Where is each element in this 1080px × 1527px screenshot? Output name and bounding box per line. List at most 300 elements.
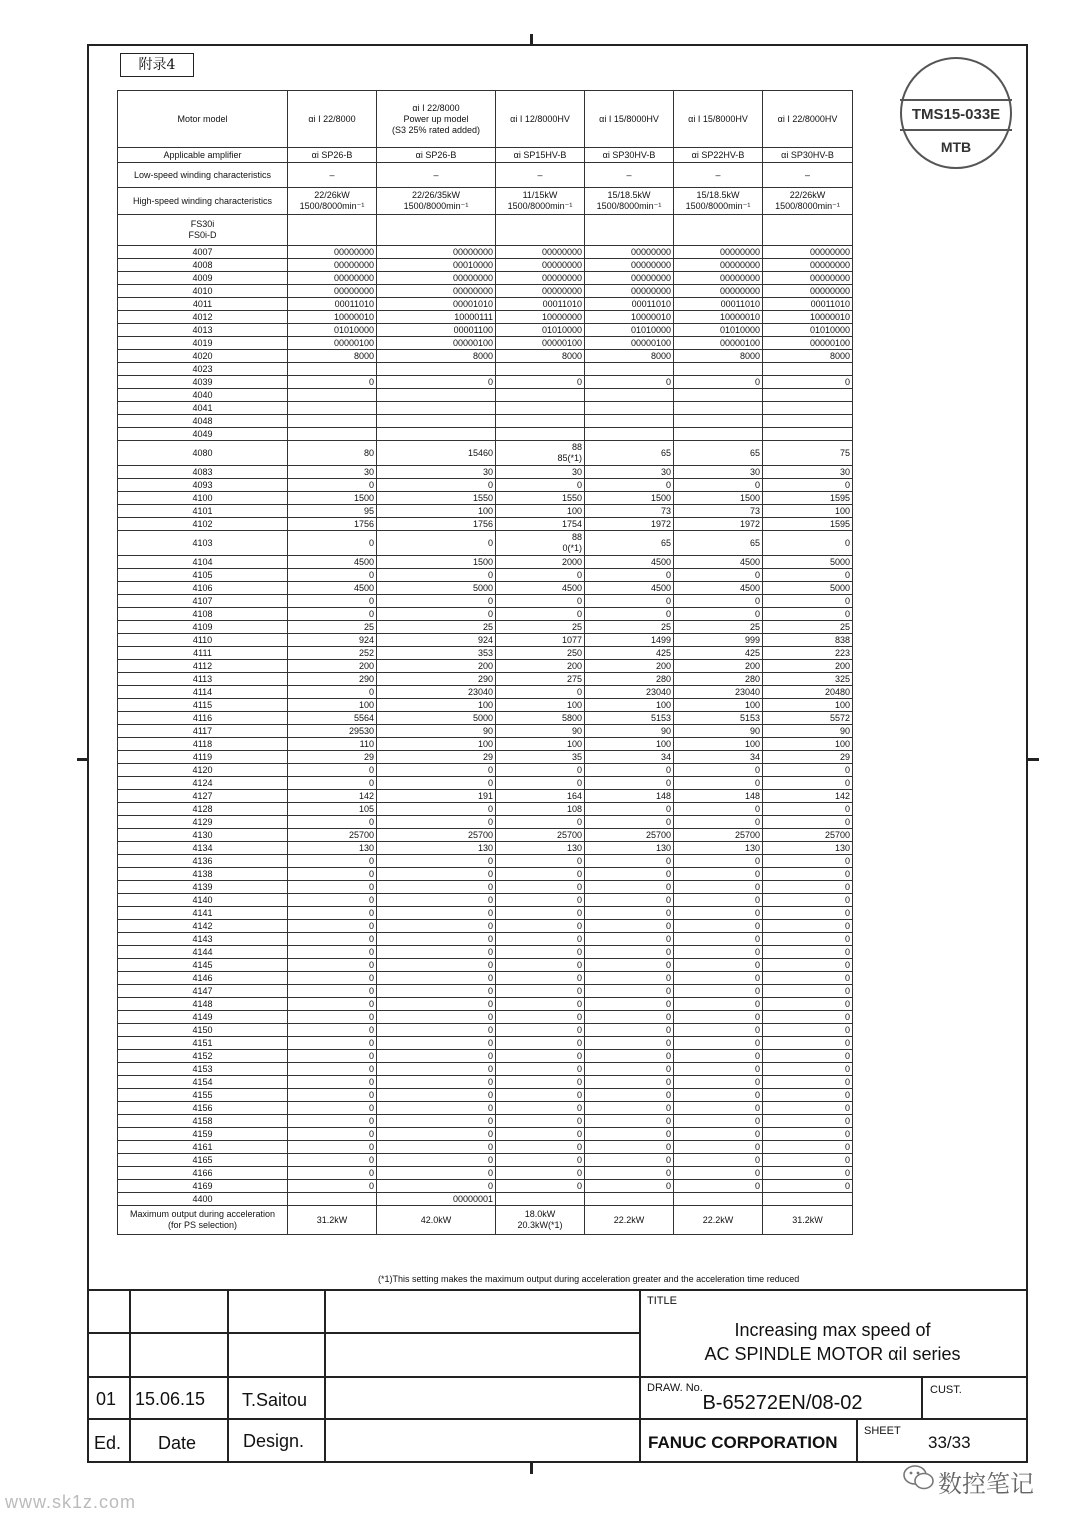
value-cell bbox=[674, 428, 763, 441]
value-cell: 00001100 bbox=[377, 324, 496, 337]
value-cell: 30 bbox=[496, 466, 585, 479]
table-row bbox=[118, 608, 853, 621]
value-cell: 0 bbox=[674, 803, 763, 816]
row-label: 4105 bbox=[118, 569, 288, 582]
value-cell: 425 bbox=[585, 647, 674, 660]
value-cell: 0 bbox=[585, 1037, 674, 1050]
value-cell: 0 bbox=[585, 803, 674, 816]
value-cell: 0 bbox=[674, 907, 763, 920]
tb-line bbox=[921, 1376, 923, 1418]
value-cell: – bbox=[496, 163, 585, 188]
row-label: 4148 bbox=[118, 998, 288, 1011]
frame-tick-left bbox=[77, 758, 89, 761]
value-cell: 0 bbox=[763, 1089, 853, 1102]
value-cell bbox=[585, 428, 674, 441]
row-label: 4143 bbox=[118, 933, 288, 946]
value-cell: 10000010 bbox=[585, 311, 674, 324]
table-row bbox=[118, 673, 853, 686]
frame-tick-bottom bbox=[530, 1462, 533, 1474]
value-cell: 100 bbox=[377, 738, 496, 751]
row-label: 4023 bbox=[118, 363, 288, 376]
value-cell: 0 bbox=[288, 933, 377, 946]
value-cell: 250 bbox=[496, 647, 585, 660]
value-cell: 15460 bbox=[377, 441, 496, 466]
sheet-label: SHEET bbox=[864, 1425, 901, 1437]
table-row bbox=[118, 428, 853, 441]
value-cell: 0 bbox=[377, 1050, 496, 1063]
value-cell: 0 bbox=[763, 1076, 853, 1089]
value-cell: 00000100 bbox=[496, 337, 585, 350]
value-cell: 0 bbox=[763, 595, 853, 608]
watermark-brand: 数控笔记 bbox=[938, 1470, 1034, 1498]
row-label: 4166 bbox=[118, 1167, 288, 1180]
row-label: 4128 bbox=[118, 803, 288, 816]
value-cell: 0 bbox=[288, 1154, 377, 1167]
value-cell: – bbox=[288, 163, 377, 188]
value-cell: 95 bbox=[288, 505, 377, 518]
table-row bbox=[118, 1037, 853, 1050]
value-cell: 25 bbox=[288, 621, 377, 634]
row-label: 4120 bbox=[118, 764, 288, 777]
value-cell: 25700 bbox=[377, 829, 496, 842]
row-label: 4007 bbox=[118, 246, 288, 259]
value-cell: 0 bbox=[377, 868, 496, 881]
table-row bbox=[118, 556, 853, 569]
value-cell: 0 bbox=[288, 1089, 377, 1102]
value-cell: 88 85(*1) bbox=[496, 441, 585, 466]
value-cell: 0 bbox=[585, 959, 674, 972]
max-output-row bbox=[118, 1206, 853, 1235]
row-label: 4106 bbox=[118, 582, 288, 595]
value-cell: αi I 12/8000HV bbox=[496, 91, 585, 148]
value-cell: 130 bbox=[288, 842, 377, 855]
row-label: 4144 bbox=[118, 946, 288, 959]
table-row bbox=[118, 402, 853, 415]
table-row bbox=[118, 777, 853, 790]
row-label: 4114 bbox=[118, 686, 288, 699]
value-cell: 00000000 bbox=[288, 246, 377, 259]
row-label: 4010 bbox=[118, 285, 288, 298]
row-label: Motor model bbox=[118, 91, 288, 148]
row-label: 4155 bbox=[118, 1089, 288, 1102]
value-cell: 00000000 bbox=[585, 246, 674, 259]
value-cell: 0 bbox=[377, 881, 496, 894]
value-cell: 0 bbox=[288, 1141, 377, 1154]
table-row bbox=[118, 1115, 853, 1128]
value-cell: 100 bbox=[763, 699, 853, 712]
row-label: 4156 bbox=[118, 1102, 288, 1115]
value-cell: 100 bbox=[377, 505, 496, 518]
value-cell: 8000 bbox=[585, 350, 674, 363]
value-cell bbox=[496, 415, 585, 428]
value-cell: 223 bbox=[763, 647, 853, 660]
value-cell: 0 bbox=[377, 1141, 496, 1154]
value-cell: 0 bbox=[496, 777, 585, 790]
value-cell: 00011010 bbox=[496, 298, 585, 311]
value-cell: 65 bbox=[674, 531, 763, 556]
value-cell bbox=[288, 428, 377, 441]
value-cell: 00000000 bbox=[377, 272, 496, 285]
table-row bbox=[118, 337, 853, 350]
value-cell: 0 bbox=[674, 376, 763, 389]
value-cell: 0 bbox=[585, 985, 674, 998]
value-cell: 0 bbox=[763, 1063, 853, 1076]
value-cell: 0 bbox=[674, 1011, 763, 1024]
value-cell: 0 bbox=[674, 479, 763, 492]
value-cell: 0 bbox=[674, 1141, 763, 1154]
table-row bbox=[118, 764, 853, 777]
table-row bbox=[118, 595, 853, 608]
value-cell: 00000100 bbox=[585, 337, 674, 350]
value-cell: 0 bbox=[585, 816, 674, 829]
value-cell: 0 bbox=[496, 920, 585, 933]
value-cell: 01010000 bbox=[496, 324, 585, 337]
value-cell: 0 bbox=[585, 1024, 674, 1037]
value-cell: 0 bbox=[763, 1024, 853, 1037]
value-cell: 73 bbox=[585, 505, 674, 518]
value-cell: 0 bbox=[496, 1050, 585, 1063]
value-cell: 25700 bbox=[674, 829, 763, 842]
table-row bbox=[118, 881, 853, 894]
row-label: 4154 bbox=[118, 1076, 288, 1089]
empty-cell bbox=[763, 215, 853, 246]
row-label: High-speed winding characteristics bbox=[118, 188, 288, 215]
row-label: 4140 bbox=[118, 894, 288, 907]
value-cell: 0 bbox=[288, 1076, 377, 1089]
value-cell: 0 bbox=[585, 920, 674, 933]
draw-no-label: DRAW. No. bbox=[647, 1382, 703, 1394]
value-cell: 0 bbox=[585, 376, 674, 389]
row-label: 4102 bbox=[118, 518, 288, 531]
value-cell: 999 bbox=[674, 634, 763, 647]
value-cell: 252 bbox=[288, 647, 377, 660]
row-label: 4039 bbox=[118, 376, 288, 389]
row-label: 4115 bbox=[118, 699, 288, 712]
value-cell bbox=[288, 402, 377, 415]
row-label: 4100 bbox=[118, 492, 288, 505]
value-cell: 0 bbox=[585, 479, 674, 492]
value-cell: 0 bbox=[585, 595, 674, 608]
value-cell: 00000000 bbox=[496, 285, 585, 298]
value-cell: αi I 22/8000 bbox=[288, 91, 377, 148]
value-cell: 0 bbox=[496, 595, 585, 608]
table-row bbox=[118, 725, 853, 738]
value-cell: 0 bbox=[288, 855, 377, 868]
value-cell: 0 bbox=[585, 894, 674, 907]
value-cell: 8000 bbox=[674, 350, 763, 363]
value-cell: 0 bbox=[763, 1011, 853, 1024]
table-row bbox=[118, 441, 853, 466]
value-cell: 00000000 bbox=[763, 259, 853, 272]
value-cell: 25 bbox=[377, 621, 496, 634]
value-cell: 90 bbox=[763, 725, 853, 738]
table-row bbox=[118, 1180, 853, 1193]
value-cell: 80 bbox=[288, 441, 377, 466]
value-cell: 108 bbox=[496, 803, 585, 816]
value-cell bbox=[674, 415, 763, 428]
table-row bbox=[118, 389, 853, 402]
table-row bbox=[118, 1076, 853, 1089]
row-label: 4117 bbox=[118, 725, 288, 738]
row-label: 4136 bbox=[118, 855, 288, 868]
table-row bbox=[118, 505, 853, 518]
value-cell: 0 bbox=[763, 1154, 853, 1167]
value-cell: 0 bbox=[585, 608, 674, 621]
row-label: 4146 bbox=[118, 972, 288, 985]
table-row bbox=[118, 790, 853, 803]
value-cell: 0 bbox=[288, 1024, 377, 1037]
value-cell: 0 bbox=[674, 1063, 763, 1076]
value-cell: 0 bbox=[496, 816, 585, 829]
value-cell: 1500 bbox=[377, 556, 496, 569]
value-cell: 191 bbox=[377, 790, 496, 803]
frame-tick-right bbox=[1027, 758, 1039, 761]
value-cell: 0 bbox=[674, 764, 763, 777]
amplifier-row bbox=[118, 148, 853, 163]
value-cell: 90 bbox=[585, 725, 674, 738]
edition-number: 01 bbox=[96, 1389, 117, 1409]
frame-tick-top bbox=[530, 34, 533, 46]
value-cell: 130 bbox=[763, 842, 853, 855]
value-cell: 00000000 bbox=[763, 285, 853, 298]
value-cell: 00000000 bbox=[763, 246, 853, 259]
value-cell: 00000000 bbox=[585, 285, 674, 298]
value-cell: 8000 bbox=[496, 350, 585, 363]
value-cell: 0 bbox=[674, 933, 763, 946]
watermark-url: www.sk1z.com bbox=[5, 1492, 137, 1512]
value-cell: 65 bbox=[674, 441, 763, 466]
value-cell: 75 bbox=[763, 441, 853, 466]
table-row bbox=[118, 1063, 853, 1076]
value-cell: 34 bbox=[674, 751, 763, 764]
value-cell: 0 bbox=[288, 1180, 377, 1193]
value-cell: 0 bbox=[585, 868, 674, 881]
value-cell: 22/26kW 1500/8000min⁻¹ bbox=[288, 188, 377, 215]
value-cell: 5000 bbox=[763, 582, 853, 595]
value-cell: 0 bbox=[496, 376, 585, 389]
value-cell bbox=[585, 389, 674, 402]
value-cell: 65 bbox=[585, 531, 674, 556]
value-cell: 0 bbox=[763, 868, 853, 881]
table-row bbox=[118, 582, 853, 595]
value-cell: 0 bbox=[288, 998, 377, 1011]
row-label: 4153 bbox=[118, 1063, 288, 1076]
value-cell bbox=[496, 428, 585, 441]
value-cell: 0 bbox=[763, 946, 853, 959]
value-cell: 4500 bbox=[288, 582, 377, 595]
value-cell: 25 bbox=[763, 621, 853, 634]
value-cell: 0 bbox=[763, 1050, 853, 1063]
row-label: 4151 bbox=[118, 1037, 288, 1050]
value-cell: 25700 bbox=[496, 829, 585, 842]
table-row bbox=[118, 829, 853, 842]
table-row bbox=[118, 350, 853, 363]
value-cell: 8000 bbox=[377, 350, 496, 363]
value-cell: 23040 bbox=[377, 686, 496, 699]
value-cell: 100 bbox=[674, 699, 763, 712]
table-row bbox=[118, 569, 853, 582]
value-cell: 0 bbox=[377, 1076, 496, 1089]
value-cell: 0 bbox=[288, 1102, 377, 1115]
value-cell bbox=[288, 415, 377, 428]
value-cell: 25 bbox=[496, 621, 585, 634]
value-cell: 65 bbox=[585, 441, 674, 466]
value-cell: 4500 bbox=[674, 556, 763, 569]
value-cell: 0 bbox=[288, 894, 377, 907]
value-cell: 0 bbox=[377, 1089, 496, 1102]
value-cell: 22.2kW bbox=[585, 1206, 674, 1235]
value-cell: 35 bbox=[496, 751, 585, 764]
table-row bbox=[118, 1089, 853, 1102]
value-cell: 100 bbox=[763, 505, 853, 518]
value-cell: 130 bbox=[377, 842, 496, 855]
table-row bbox=[118, 518, 853, 531]
value-cell: 00000000 bbox=[674, 285, 763, 298]
value-cell: 0 bbox=[377, 1011, 496, 1024]
value-cell: 0 bbox=[288, 985, 377, 998]
row-label: 4111 bbox=[118, 647, 288, 660]
value-cell: 142 bbox=[288, 790, 377, 803]
table-row bbox=[118, 868, 853, 881]
value-cell: 88 0(*1) bbox=[496, 531, 585, 556]
value-cell: 0 bbox=[763, 985, 853, 998]
value-cell: 00000000 bbox=[674, 259, 763, 272]
value-cell: – bbox=[674, 163, 763, 188]
value-cell: 5153 bbox=[585, 712, 674, 725]
value-cell: 00000000 bbox=[674, 272, 763, 285]
table-row bbox=[118, 1050, 853, 1063]
value-cell: αi SP30HV-B bbox=[763, 148, 853, 163]
value-cell: 0 bbox=[585, 933, 674, 946]
value-cell: 0 bbox=[377, 972, 496, 985]
value-cell: 0 bbox=[288, 479, 377, 492]
value-cell: 0 bbox=[674, 1076, 763, 1089]
value-cell: 0 bbox=[377, 855, 496, 868]
value-cell: 25700 bbox=[288, 829, 377, 842]
tb-line bbox=[324, 1289, 326, 1462]
value-cell: 0 bbox=[674, 894, 763, 907]
row-label: 4142 bbox=[118, 920, 288, 933]
row-label: 4040 bbox=[118, 389, 288, 402]
value-cell: 0 bbox=[585, 1141, 674, 1154]
table-row bbox=[118, 842, 853, 855]
value-cell: 0 bbox=[496, 1141, 585, 1154]
row-label: 4169 bbox=[118, 1180, 288, 1193]
value-cell: 90 bbox=[377, 725, 496, 738]
value-cell: 25 bbox=[585, 621, 674, 634]
row-label: 4119 bbox=[118, 751, 288, 764]
value-cell: 5000 bbox=[377, 582, 496, 595]
value-cell: 325 bbox=[763, 673, 853, 686]
value-cell: 00000000 bbox=[377, 246, 496, 259]
value-cell bbox=[763, 389, 853, 402]
row-label: 4138 bbox=[118, 868, 288, 881]
value-cell: 0 bbox=[585, 1063, 674, 1076]
value-cell: 0 bbox=[763, 479, 853, 492]
value-cell bbox=[496, 402, 585, 415]
value-cell: 0 bbox=[674, 608, 763, 621]
value-cell: 0 bbox=[585, 1167, 674, 1180]
value-cell: 0 bbox=[763, 972, 853, 985]
value-cell: 23040 bbox=[585, 686, 674, 699]
value-cell: 2000 bbox=[496, 556, 585, 569]
value-cell: 100 bbox=[763, 738, 853, 751]
value-cell: 100 bbox=[496, 505, 585, 518]
value-cell: 01010000 bbox=[763, 324, 853, 337]
value-cell: 1972 bbox=[585, 518, 674, 531]
tb-line bbox=[227, 1289, 229, 1462]
value-cell: 5800 bbox=[496, 712, 585, 725]
value-cell: 0 bbox=[377, 1128, 496, 1141]
value-cell bbox=[674, 389, 763, 402]
value-cell: 0 bbox=[585, 855, 674, 868]
value-cell bbox=[288, 363, 377, 376]
value-cell: 0 bbox=[674, 855, 763, 868]
value-cell: 0 bbox=[496, 1115, 585, 1128]
value-cell: 0 bbox=[377, 608, 496, 621]
row-label: 4104 bbox=[118, 556, 288, 569]
value-cell: 0 bbox=[377, 531, 496, 556]
value-cell: 0 bbox=[377, 1180, 496, 1193]
table-row bbox=[118, 1128, 853, 1141]
sheet-number: 33/33 bbox=[928, 1433, 971, 1452]
parameter-table bbox=[117, 90, 853, 1235]
value-cell: 0 bbox=[377, 376, 496, 389]
value-cell: 200 bbox=[496, 660, 585, 673]
value-cell: 0 bbox=[674, 569, 763, 582]
table-row bbox=[118, 946, 853, 959]
company-name: FANUC CORPORATION bbox=[648, 1433, 838, 1452]
table-row bbox=[118, 985, 853, 998]
value-cell: 0 bbox=[288, 1037, 377, 1050]
value-cell: 01010000 bbox=[288, 324, 377, 337]
row-label: 4165 bbox=[118, 1154, 288, 1167]
value-cell: 200 bbox=[377, 660, 496, 673]
value-cell: 31.2kW bbox=[763, 1206, 853, 1235]
row-label: 4048 bbox=[118, 415, 288, 428]
value-cell: 290 bbox=[288, 673, 377, 686]
value-cell: 0 bbox=[674, 816, 763, 829]
value-cell: 0 bbox=[288, 686, 377, 699]
row-label: 4124 bbox=[118, 777, 288, 790]
value-cell: 0 bbox=[377, 946, 496, 959]
value-cell: 0 bbox=[674, 1154, 763, 1167]
header-row bbox=[118, 91, 853, 148]
value-cell: 00000001 bbox=[377, 1193, 496, 1206]
value-cell: 30 bbox=[377, 466, 496, 479]
value-cell: 0 bbox=[496, 894, 585, 907]
value-cell: 0 bbox=[763, 1102, 853, 1115]
row-label: 4012 bbox=[118, 311, 288, 324]
table-row bbox=[118, 907, 853, 920]
value-cell: 1500 bbox=[674, 492, 763, 505]
row-label: 4152 bbox=[118, 1050, 288, 1063]
value-cell: 353 bbox=[377, 647, 496, 660]
value-cell: 0 bbox=[288, 531, 377, 556]
value-cell: 0 bbox=[496, 1011, 585, 1024]
value-cell: 0 bbox=[377, 894, 496, 907]
value-cell: 0 bbox=[288, 972, 377, 985]
value-cell: 0 bbox=[288, 1011, 377, 1024]
date-label: Date bbox=[158, 1433, 197, 1453]
value-cell: 00010000 bbox=[377, 259, 496, 272]
value-cell: 0 bbox=[377, 1037, 496, 1050]
value-cell: 0 bbox=[585, 777, 674, 790]
value-cell: 22/26kW 1500/8000min⁻¹ bbox=[763, 188, 853, 215]
revision-date: 15.06.15 bbox=[135, 1389, 206, 1409]
value-cell: 0 bbox=[763, 1037, 853, 1050]
value-cell: 00000000 bbox=[674, 246, 763, 259]
